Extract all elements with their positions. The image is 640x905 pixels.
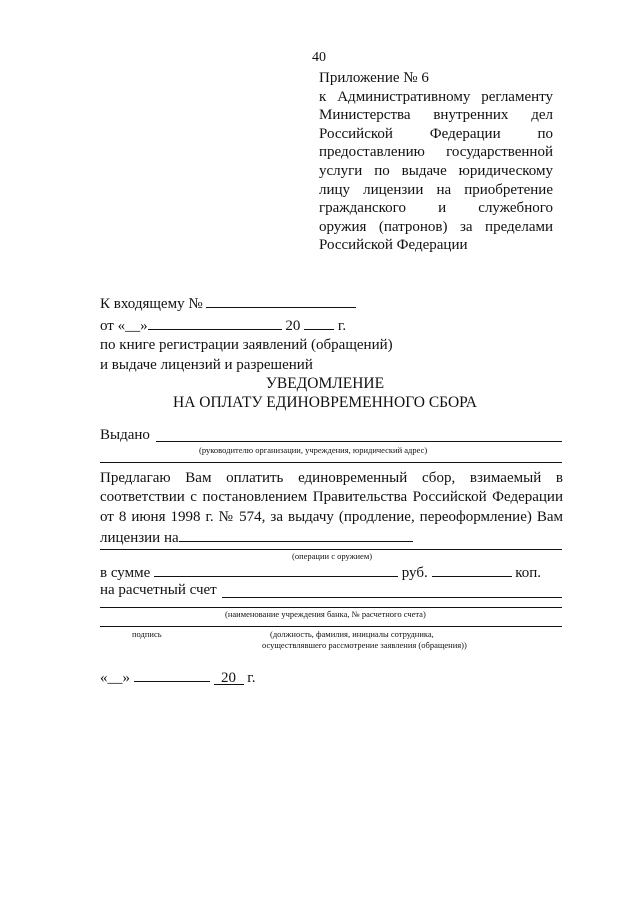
appendix-line: Российской Федерации по — [319, 125, 553, 142]
appendix-line: Приложение № 6 — [319, 70, 429, 86]
appendix-line: гражданского и служебного — [319, 200, 553, 217]
date-suffix: г. — [247, 670, 256, 686]
incoming-number-field[interactable] — [206, 293, 356, 308]
amount-label: в сумме — [100, 565, 151, 581]
issued-label: Выдано — [100, 427, 150, 443]
registration-date-day: от «__» — [100, 317, 148, 334]
registration-year-field[interactable] — [304, 315, 334, 330]
account-label: на расчетный счет — [100, 582, 217, 598]
registration-book-line: и выдаче лицензий и разрешений — [100, 356, 313, 373]
date-year: 20 — [214, 670, 244, 685]
page-number: 40 — [312, 50, 326, 65]
date-row — [100, 667, 255, 687]
appendix-line: Российской Федерации — [319, 237, 468, 254]
registration-year-prefix: 20 — [285, 317, 301, 334]
registration-date-row — [100, 315, 393, 337]
offer-paragraph — [100, 469, 563, 548]
appendix-line: услуги по выдаче юридическому — [319, 162, 553, 179]
appendix-line: Министерства внутренних дел — [319, 107, 553, 124]
account-field-continued[interactable] — [100, 607, 562, 608]
incoming-number-row — [100, 293, 393, 315]
license-operation-field[interactable] — [179, 527, 413, 542]
amount-kop-field[interactable] — [432, 562, 512, 577]
registration-book-line: по книге регистрации заявлений (обращений) — [100, 337, 393, 353]
appendix-line: к Административному регламенту — [319, 88, 553, 105]
signature-caption: подпись — [132, 629, 162, 639]
registration-year-suffix: г. — [337, 317, 347, 334]
appendix-line: лицу лицензии на приобретение — [319, 181, 553, 198]
amount-rub-label: руб. — [401, 565, 428, 581]
appendix-line: предоставлению государственной — [319, 144, 553, 161]
issued-field[interactable] — [156, 441, 562, 442]
amount-row — [100, 562, 541, 582]
date-month-field[interactable] — [134, 667, 210, 682]
appendix-header — [319, 69, 553, 255]
operations-field[interactable] — [100, 549, 562, 550]
official-caption: (должность, фамилия, инициалы сотрудника, — [270, 629, 434, 639]
date-day: «__» — [100, 670, 130, 686]
offer-text: Предлагаю Вам оплатить единовременный сбор, взимаемый в соответствии с постановлением Правительства Российской Федерации от 8 июня 1998 г. № 574, за выдачу (продление, переоформление) Вам лицензии на — [100, 470, 563, 546]
notice-title: УВЕДОМЛЕНИЕ — [265, 375, 385, 392]
issued-caption: (руководителю организации, учреждения, юридический адрес) — [199, 445, 428, 455]
account-field[interactable] — [222, 597, 562, 598]
signature-line[interactable] — [100, 626, 562, 627]
incoming-number-label: К входящему № — [100, 296, 203, 312]
appendix-line: оружия (патронов) за пределами — [319, 218, 553, 235]
official-caption-continued: осуществлявшего рассмотрение заявления (обращения)) — [262, 640, 467, 650]
issued-field-continued[interactable] — [100, 462, 562, 463]
amount-rub-field[interactable] — [154, 562, 398, 577]
notice-subtitle: НА ОПЛАТУ ЕДИНОВРЕМЕННОГО СБОРА — [173, 394, 477, 411]
account-caption: (наименование учреждения банка, № расчетного счета) — [225, 609, 426, 619]
registration-date-month-field[interactable] — [148, 315, 282, 330]
registration-block — [100, 293, 393, 375]
amount-kop-label: коп. — [515, 565, 542, 581]
operations-caption: (операции с оружием) — [292, 551, 373, 561]
